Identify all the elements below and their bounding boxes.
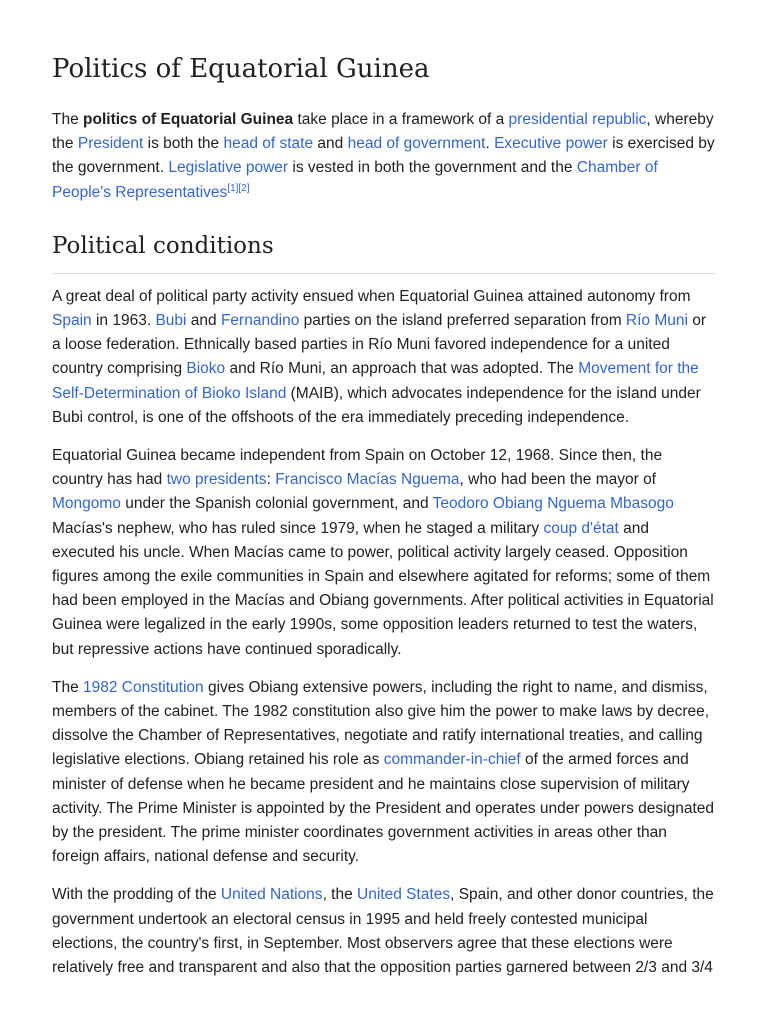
link-bubi[interactable]: Bubi [155,312,187,330]
text: in 1963. [91,312,156,330]
link-two-presidents[interactable]: two presidents [166,471,267,489]
text: With the prodding of the [52,886,221,904]
text: : [266,471,276,489]
link-rio-muni[interactable]: Río Muni [625,312,688,330]
link-head-of-government[interactable]: head of government [347,135,486,153]
link-president[interactable]: President [77,135,144,153]
text: take place in a framework of a [293,111,509,128]
link-1982-constitution[interactable]: 1982 Constitution [83,678,204,696]
text: or a loose federation. Ethnically based parties in Río Muni favored independence for a united country comprising [52,312,707,378]
link-united-states[interactable]: United States [357,886,451,904]
paragraph-3 [52,676,716,870]
link-equatorial-guinea[interactable]: Equatorial Guinea [399,287,524,305]
page-title: Politics of Equatorial Guinea [52,54,430,84]
text: is vested in both the government and the [288,159,577,177]
link-fernandino[interactable]: Fernandino [220,312,300,330]
link-maib[interactable]: Movement for the Self-Determination of Bioko Island [52,360,699,402]
text: and executed his uncle. When Macías came to power, political activity largely ceased. Opposition figures among the exile communities in Spain and elsewhere agitated for reforms; some of them had been employed in the Macías and Obiang governments. After political activities in Equatorial Guinea were legalized in the early 1990s, some opposition leaders returned to test the waters, but repressive actions have continued sporadically. [52,519,714,658]
paragraph-4 [52,883,716,980]
paragraph-2 [52,444,716,662]
link-spain[interactable]: Spain [52,312,92,330]
text: of the armed forces and minister of defense when he became president and he maintains close supervision of military activity. The Prime Minister is appointed by the President and operates under powers designated by the president. The prime minister coordinates government activities in areas other than foreign affairs, national defense and security. [52,751,714,866]
text: attained autonomy from [523,287,691,305]
text: The [52,678,84,696]
link-head-of-state[interactable]: head of state [223,135,314,153]
text: , the [322,886,358,904]
text: and [186,312,221,330]
text: and Río Muni, an approach that was adopted. The [225,360,579,378]
text: , Spain, and other donor countries, the government undertook an electoral census in 1995 and held freely contested municipal elections, the country's first, in September. Most observers agree that these elections were relatively free and transparent and also that the opposition parties garnered between 2/3 and 3/4 [52,886,714,977]
text: is exercised by the government. [52,135,715,177]
text: (MAIB), which advocates independence for the island under Bubi control, is one of the offshoots of the era immediately preceding independence. [52,384,701,426]
section-heading: Political conditions [52,231,716,274]
link-teodoro-obiang[interactable]: Teodoro Obiang Nguema Mbasogo [432,495,674,513]
text: parties on the island preferred separation from [299,312,626,330]
link-francisco-macias-nguema[interactable]: Francisco Macías Nguema [275,471,460,489]
text: is both the [143,135,224,153]
link-commander-in-chief[interactable]: commander-in-chief [383,751,521,769]
link-presidential-republic[interactable]: presidential republic [508,111,647,128]
link-mongomo[interactable]: Mongomo [52,495,121,513]
text: , who had been the mayor of [459,471,656,489]
text: The [52,111,84,128]
link-bioko[interactable]: Bioko [186,360,226,378]
text: A great deal of political party activity ensued when [52,287,400,305]
link-coup-detat[interactable]: coup d'état [543,519,619,537]
text: Macías's nephew, who has ruled since 1979, when he staged a military [52,519,544,537]
paragraph-1 [52,285,716,430]
link-united-nations[interactable]: United Nations [220,886,323,904]
reference-link[interactable]: [1][2] [227,182,250,194]
text: , whereby the [52,111,714,153]
bold-term: politics of Equatorial Guinea [83,111,294,128]
text: under the Spanish colonial government, and [120,495,433,513]
text: . [485,135,495,153]
text: Equatorial Guinea became independent from Spain on October 12, 1968. Since then, the country has had [52,447,663,489]
text: gives Obiang extensive powers, including the right to name, and dismiss, members of the cabinet. The 1982 constitution also give him the power to make laws by decree, dissolve the Chamber of Representatives, negotiate and ratify international treaties, and calling legislative elections. Obiang retained his role as [52,678,710,769]
link-chamber-of-peoples-representatives[interactable]: Chamber of People's Representatives [52,159,658,201]
text: and [313,135,348,153]
link-legislative-power[interactable]: Legislative power [168,159,289,177]
link-executive-power[interactable]: Executive power [494,135,608,153]
intro-paragraph [52,108,716,205]
